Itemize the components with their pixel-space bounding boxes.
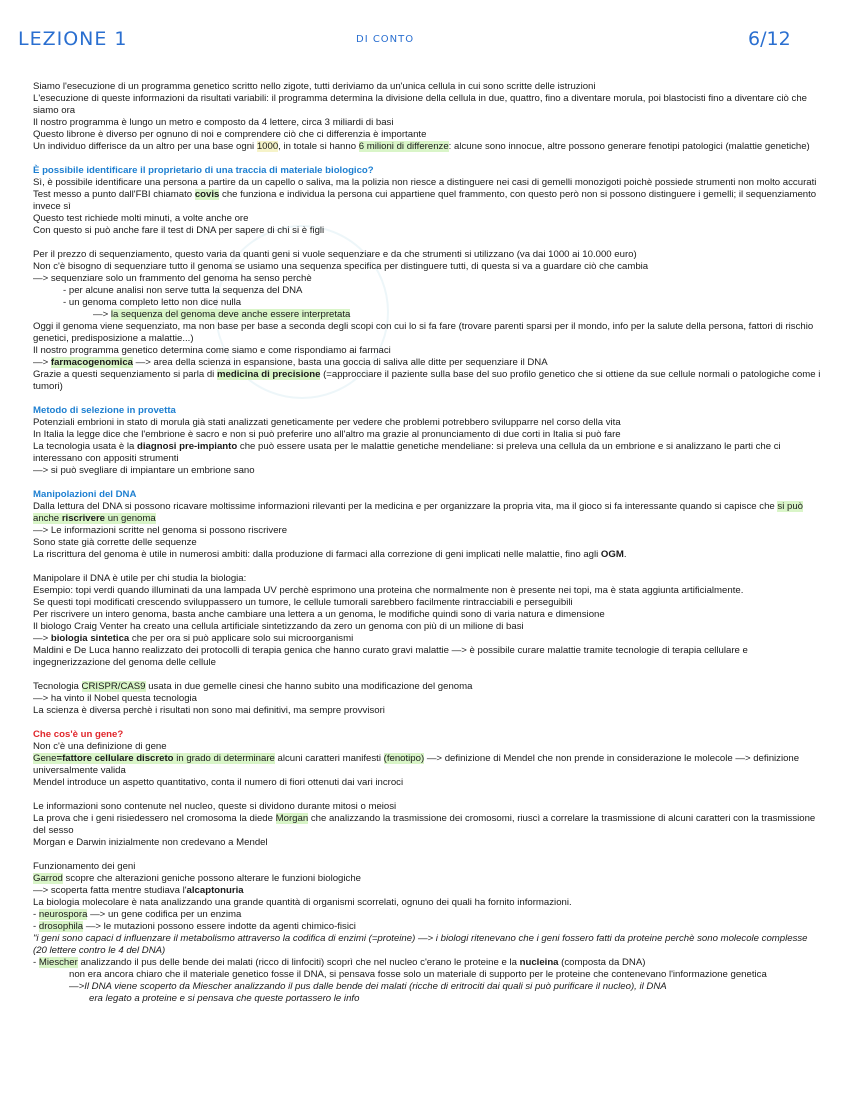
paragraph: La tecnologia usata è la diagnosi pre-impianto che può essere usata per le malattie genetiche mendeliane: si preleva una cellula da un embrione e si analizzano le parti che ci interessano con appositi strumenti bbox=[33, 441, 781, 464]
section-heading: È possibile identificare il proprietario di una traccia di materiale biologico? bbox=[33, 165, 374, 176]
paragraph: Questo librone è diverso per ognuno di noi e comprendere ciò che ci differenzia è importante bbox=[33, 129, 427, 140]
paragraph: Oggi il genoma viene sequenziato, ma non base per base a seconda degli scopi con cui lo si fa fare (trovare parenti sparsi per il mondo, info per la salute della persona, fattori di rischio genetici, predisposizione a malattie...) bbox=[33, 321, 814, 344]
paragraph: La prova che i geni risiedessero nel cromosoma la diede Morgan che analizzando la trasmissione dei cromosomi, riuscì a correlare la trasmissione di alcuni caratteri con la trasmissione del sesso bbox=[33, 813, 816, 836]
notes-body bbox=[33, 81, 823, 1005]
paragraph: —> farmacogenomica —> area della scienza in espansione, basta una goccia di saliva alle ditte per sequenziare il DNA bbox=[33, 357, 548, 368]
section-heading: Che cos'è un gene? bbox=[33, 729, 124, 740]
list-item: - neurospora —> un gene codifica per un enzima bbox=[33, 909, 242, 920]
paragraph: Il nostro programma genetico determina come siamo e come rispondiamo ai farmaci bbox=[33, 345, 391, 356]
list-item: - per alcune analisi non serve tutta la sequenza del DNA bbox=[63, 285, 303, 296]
list-item: - un genoma completo letto non dice nulla bbox=[63, 297, 242, 308]
paragraph: Il nostro programma è lungo un metro e composto da 4 lettere, circa 3 miliardi di basi bbox=[33, 117, 394, 128]
list-item: —> la sequenza del genoma deve anche essere interpretata bbox=[93, 309, 351, 320]
paragraph: Garrod scopre che alterazioni geniche possono alterare le funzioni biologiche bbox=[33, 873, 361, 884]
list-item: - Miescher analizzando il pus delle bende dei malati (ricco di linfociti) scoprì che nel nucleo c'erano le proteine e la nucleina (composta da DNA) bbox=[33, 957, 646, 968]
handwritten-date: 6/12 bbox=[748, 28, 791, 50]
paragraph: "i geni sono capaci d influenzare il metabolismo attraverso la codifica di enzimi (=proteine) —> i biologi ritenevano che i geni fossero fatti da proteine perchè sono molecole complesse (20 lettere contro le 4 del DNA) bbox=[33, 933, 808, 956]
paragraph: Esempio: topi verdi quando illuminati da una lampada UV perchè esprimono una proteina che normalmente non è presente nei topi, ma è stata aggiunta artificialmente. bbox=[33, 585, 744, 596]
paragraph: —> biologia sintetica che per ora si può applicare solo sui microorganismi bbox=[33, 633, 354, 644]
paragraph: Dalla lettura del DNA si possono ricavare moltissime informazioni rilevanti per la medicina e per organizzare la propria vita, ma il gioco si fa interessante quando si capisce che si può anche riscrivere un genoma bbox=[33, 501, 804, 524]
paragraph: Tecnologia CRISPR/CAS9 usata in due gemelle cinesi che hanno subito una modificazione del genoma bbox=[33, 681, 473, 692]
section-heading: Metodo di selezione in provetta bbox=[33, 405, 176, 416]
paragraph: Potenziali embrioni in stato di morula già stati analizzati geneticamente per vedere che problemi potrebbero svilupparre nel corso della vita bbox=[33, 417, 621, 428]
paragraph: Grazie a questi sequenziamento si parla di medicina di precisione (=approcciare il paziente sulla base del suo profilo genetico che si ottiene da sue cellule normali o patologiche come i tumori) bbox=[33, 369, 821, 392]
paragraph: —> scoperta fatta mentre studiava l'alcaptonuria bbox=[33, 885, 244, 896]
paragraph: —> Le informazioni scritte nel genoma si possono riscrivere bbox=[33, 525, 288, 536]
paragraph: Per il prezzo di sequenziamento, questo varia da quanti geni si vuole sequenziare e da che strumenti si utilizzano (va dai 1000 ai 10.000 euro) bbox=[33, 249, 637, 260]
paragraph: —> si può svegliare di impiantare un embrione sano bbox=[33, 465, 255, 476]
paragraph: Le informazioni sono contenute nel nucleo, queste si dividono durante mitosi o meiosi bbox=[33, 801, 397, 812]
paragraph: Gene=fattore cellulare discreto in grado di determinare alcuni caratteri manifesti (fenotipo) —> definizione di Mendel che non prende in considerazione le molecole —> definizione universalmente valida bbox=[33, 753, 800, 776]
paragraph: Se questi topi modificati crescendo sviluppassero un tumore, le cellule tumorali sarebbero facilmente rintracciabili e perseguibili bbox=[33, 597, 573, 608]
section-heading: Manipolazioni del DNA bbox=[33, 489, 137, 500]
paragraph: —>Il DNA viene scoperto da Miescher analizzando il pus dalle bende dei malati (ricche di eritrociti dai quali si può purificare il nucleo), il DNA bbox=[69, 981, 667, 992]
list-item: - drosophila —> le mutazioni possono essere indotte da agenti chimico-fisici bbox=[33, 921, 356, 932]
handwritten-lesson-title: LEZIONE 1 bbox=[18, 28, 128, 50]
paragraph: non era ancora chiaro che il materiale genetico fosse il DNA, si pensava fosse solo un materiale di supporto per le proteine che contenevano l'informazione genetica bbox=[69, 969, 767, 980]
paragraph: Non c'è una definizione di gene bbox=[33, 741, 167, 752]
paragraph: Il biologo Craig Venter ha creato una cellula artificiale sintetizzando da zero un genoma con più di un milione di basi bbox=[33, 621, 524, 632]
paragraph: La riscrittura del genoma è utile in numerosi ambiti: dalla produzione di farmaci alla correzione di geni implicati nelle malattie, fino agli OGM. bbox=[33, 549, 627, 560]
paragraph: Questo test richiede molti minuti, a volte anche ore bbox=[33, 213, 249, 224]
handwritten-subtitle: DI CONTO bbox=[356, 34, 415, 45]
paragraph: Sì, è possibile identificare una persona a partire da un capello o saliva, ma la polizia non riesce a distinguere nei casi di gemelli monozigoti poichè possiede strumenti non molto accurati bbox=[33, 177, 817, 188]
paragraph: La scienza è diversa perchè i risultati non sono mai definitivi, ma sempre provvisori bbox=[33, 705, 385, 716]
paragraph: Sono state già corrette delle sequenze bbox=[33, 537, 197, 548]
paragraph: Con questo si può anche fare il test di DNA per sapere di chi si è figli bbox=[33, 225, 325, 236]
paragraph: —> ha vinto il Nobel questa tecnologia bbox=[33, 693, 197, 704]
paragraph: L'esecuzione di queste informazioni da risultati variabili: il programma determina la divisione della cellula in due, quattro, fino a diventare morula, poi blastocisti fino a diventare ciò che siamo ora bbox=[33, 93, 808, 116]
paragraph: Test messo a punto dall'FBI chiamato covis che funziona e individua la persona cui appartiene quel frammento, con questo però non si possono distinguere i gemelli; il sequenziamento invece sì bbox=[33, 189, 817, 212]
paragraph: La biologia molecolare è nata analizzando una grande quantità di organismi scorrelati, ognuno dei quali ha fornito informazioni. bbox=[33, 897, 572, 908]
paragraph: Funzionamento dei geni bbox=[33, 861, 136, 872]
paragraph: Maldini e De Luca hanno realizzato dei protocolli di terapia genica che hanno curato gravi malattie —> è possibile curare malattie tramite tecnologie di terapia cellulare e ingegnerizzazione del genoma delle cellule bbox=[33, 645, 748, 668]
paragraph: Per riscrivere un intero genoma, basta anche cambiare una lettera a un genoma, le modifiche quindi sono di varia natura e dimensione bbox=[33, 609, 605, 620]
paragraph: In Italia la legge dice che l'embrione è sacro e non si può preferire uno all'altro ma grazie al pronunciamento di due corti in Italia si può fare bbox=[33, 429, 621, 440]
paragraph: Morgan e Darwin inizialmente non credevano a Mendel bbox=[33, 837, 268, 848]
paragraph: Non c'è bisogno di sequenziare tutto il genoma se usiamo una sequenza specifica per distinguere tutti, di questa si va a guardare ciò che cambia bbox=[33, 261, 649, 272]
paragraph: Siamo l'esecuzione di un programma genetico scritto nello zigote, tutti deriviamo da un'unica cellula in cui sono scritte delle istruzioni bbox=[33, 81, 596, 92]
paragraph: Manipolare il DNA è utile per chi studia la biologia: bbox=[33, 573, 247, 584]
paragraph: era legato a proteine e si pensava che queste portassero le info bbox=[89, 993, 360, 1004]
paragraph: Mendel introduce un aspetto quantitativo, conta il numero di fiori ottenuti dai vari incroci bbox=[33, 777, 404, 788]
paragraph: Un individuo differisce da un altro per una base ogni 1000, in totale si hanno 6 milioni di differenze: alcune sono innocue, altre possono generare fenotipi patologici (malattie genetiche) bbox=[33, 141, 810, 152]
paragraph: —> sequenziare solo un frammento del genoma ha senso perchè bbox=[33, 273, 312, 284]
